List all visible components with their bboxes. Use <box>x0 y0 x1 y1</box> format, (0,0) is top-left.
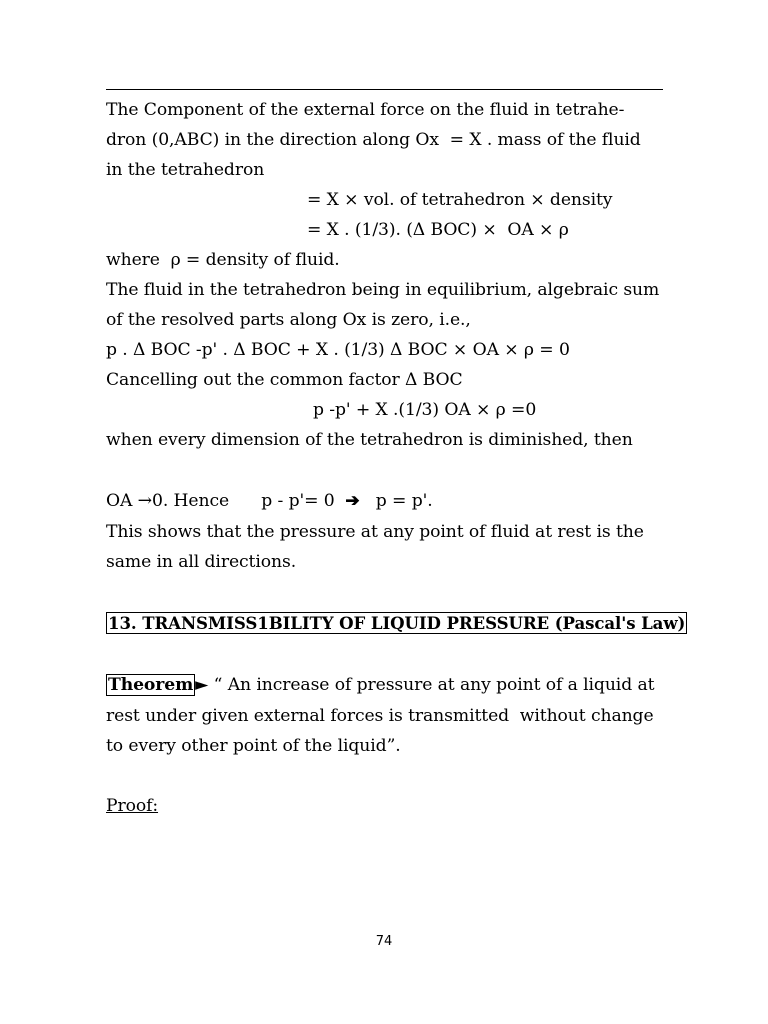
pointer-icon: ► <box>195 675 209 695</box>
proof-label: Proof: <box>106 796 159 816</box>
body-line-3: in the tetrahedron <box>106 160 265 180</box>
limit-text-3: p = p'. <box>359 491 433 511</box>
equation-line-3: p . Δ BOC -p' . Δ BOC + X . (1/3) Δ BOC × OA × ρ = 0 <box>106 340 570 360</box>
body-line-2: dron (0,ABC) in the direction along Ox = X . mass of the fluid <box>106 130 641 150</box>
section-heading-text: 13. TRANSMISS1BILITY OF LIQUID PRESSURE (Pascal's Law) <box>108 613 686 633</box>
page-number: 74 <box>375 934 393 949</box>
theorem-label: Theorem <box>108 675 194 695</box>
equation-line-4: p -p' + X .(1/3) OA × ρ =0 <box>313 400 537 420</box>
theorem-text-1: “ An increase of pressure at any point of a liquid at <box>208 675 655 695</box>
body-line-8: of the resolved parts along Ox is zero, i.e., <box>106 310 471 330</box>
body-line-10: Cancelling out the common factor Δ BOC <box>106 370 463 390</box>
implies-arrow-icon: ➔ <box>345 491 360 511</box>
limit-text-1: OA <box>106 491 138 511</box>
equation-line-2: = X . (1/3). (Δ BOC) × OA × ρ <box>307 220 569 240</box>
section-heading <box>106 612 687 634</box>
body-line-1: The Component of the external force on the fluid in tetrahe- <box>106 100 625 120</box>
theorem-line-1 <box>106 674 654 696</box>
body-line-7: The fluid in the tetrahedron being in equilibrium, algebraic sum <box>106 280 660 300</box>
header-rule <box>106 89 663 90</box>
theorem-line-3: to every other point of the liquid”. <box>106 736 401 756</box>
limit-line <box>106 490 433 512</box>
theorem-line-2: rest under given external forces is transmitted without change <box>106 706 654 726</box>
right-arrow-icon: → <box>137 491 152 511</box>
body-line-15: same in all directions. <box>106 552 297 572</box>
limit-text-2: 0. Hence p - p'= 0 <box>151 491 346 511</box>
body-line-14: This shows that the pressure at any point of fluid at rest is the <box>106 522 644 542</box>
body-line-12: when every dimension of the tetrahedron is diminished, then <box>106 430 633 450</box>
body-line-6: where ρ = density of fluid. <box>106 250 340 270</box>
equation-line-1: = X × vol. of tetrahedron × density <box>307 190 613 210</box>
